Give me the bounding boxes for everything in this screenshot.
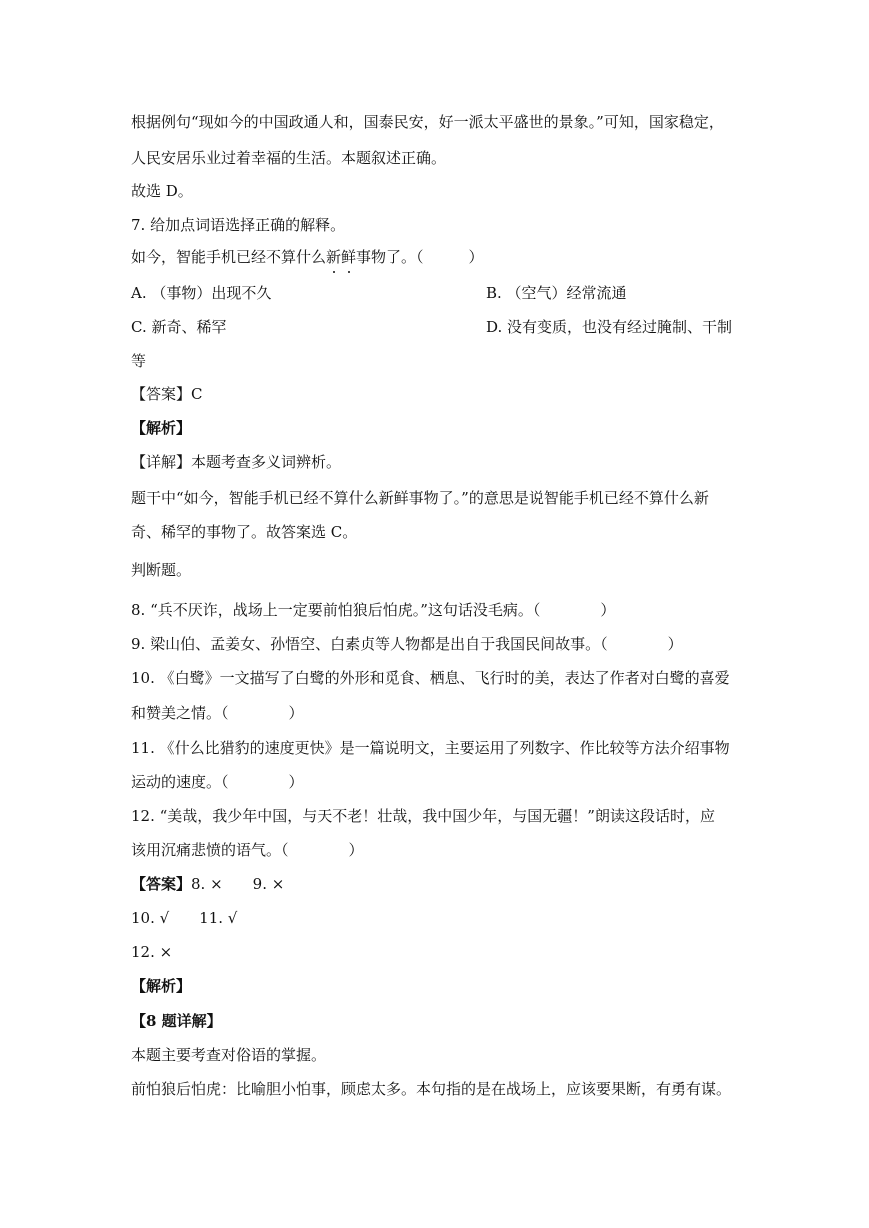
question-11: 11. 《什么比猎豹的速度更快》是一篇说明文，主要运用了列数字、作比较等方法介绍事物	[131, 739, 730, 757]
option-d: D. 没有变质，也没有经过腌制、干制	[486, 318, 733, 336]
question-10-cont: 和赞美之情。（ ）	[131, 704, 304, 722]
section-title-text: 判断题	[131, 561, 177, 579]
answer-values: 12. ×	[131, 943, 173, 961]
explanation-line: 题干中“如今，智能手机已经不算什么新鲜事物了。”的意思是说智能手机已经不算什么新	[131, 489, 709, 507]
detail-heading: 【8 题详解】	[131, 1012, 222, 1030]
option-d-continued: 等	[131, 352, 147, 370]
answer-block	[131, 874, 284, 894]
question-8: 8. “兵不厌诈，战场上一定要前怕狼后怕虎。”这句话没毛病。（ ）	[131, 601, 616, 619]
explanation-line: 本题主要考查对俗语的掌握。	[131, 1046, 327, 1064]
option-c: C. 新奇、稀罕	[131, 318, 227, 336]
text-line: 故选 D。	[131, 182, 193, 200]
question-11-cont: 运动的速度。（ ）	[131, 773, 304, 791]
detail-heading: 【详解】本题考查多义词辨析。	[131, 453, 342, 471]
section-mark: 。	[176, 561, 192, 579]
dotted-char: 鲜	[341, 248, 357, 266]
dotted-char: 新	[326, 248, 342, 266]
section-title	[131, 560, 191, 580]
answer-values: 8. × 9. ×	[191, 875, 285, 893]
answer-values: 10. √ 11. √	[131, 909, 238, 927]
text-line: 人民安居乐业过着幸福的生活。本题叙述正确。	[131, 149, 447, 167]
stem-text: 事物了。（ ）	[356, 248, 484, 266]
stem-text: 如今，智能手机已经不算什么	[131, 248, 327, 266]
question-9: 9. 梁山伯、孟姜女、孙悟空、白素贞等人物都是出自于我国民间故事。（ ）	[131, 635, 683, 653]
answer: 【答案】C	[131, 385, 203, 403]
explanation-line: 前怕狼后怕虎：比喻胆小怕事，顾虑太多。本句指的是在战场上，应该要果断，有勇有谋。	[131, 1080, 732, 1098]
question-12-cont: 该用沉痛悲愤的语气。（ ）	[131, 841, 364, 859]
question-7-stem	[131, 247, 484, 267]
answer-label: 【答案】	[131, 875, 192, 893]
explanation-line: 奇、稀罕的事物了。故答案选 C。	[131, 523, 358, 541]
text-line: 根据例句“现如今的中国政通人和，国泰民安，好一派太平盛世的景象。”可知，国家稳定，	[131, 113, 724, 131]
question-12: 12. “美哉，我少年中国，与天不老！壮哉，我中国少年，与国无疆！”朗读这段话时，应	[131, 807, 715, 825]
question-10: 10. 《白鹭》一文描写了白鹭的外形和觅食、栖息、飞行时的美，表达了作者对白鹭的喜爱	[131, 669, 730, 687]
analysis-heading: 【解析】	[131, 977, 192, 995]
option-a: A. （事物）出现不久	[131, 284, 272, 302]
analysis-heading: 【解析】	[131, 419, 192, 437]
question-7-title: 7. 给加点词语选择正确的解释。	[131, 216, 346, 234]
option-b: B. （空气）经常流通	[486, 284, 627, 302]
